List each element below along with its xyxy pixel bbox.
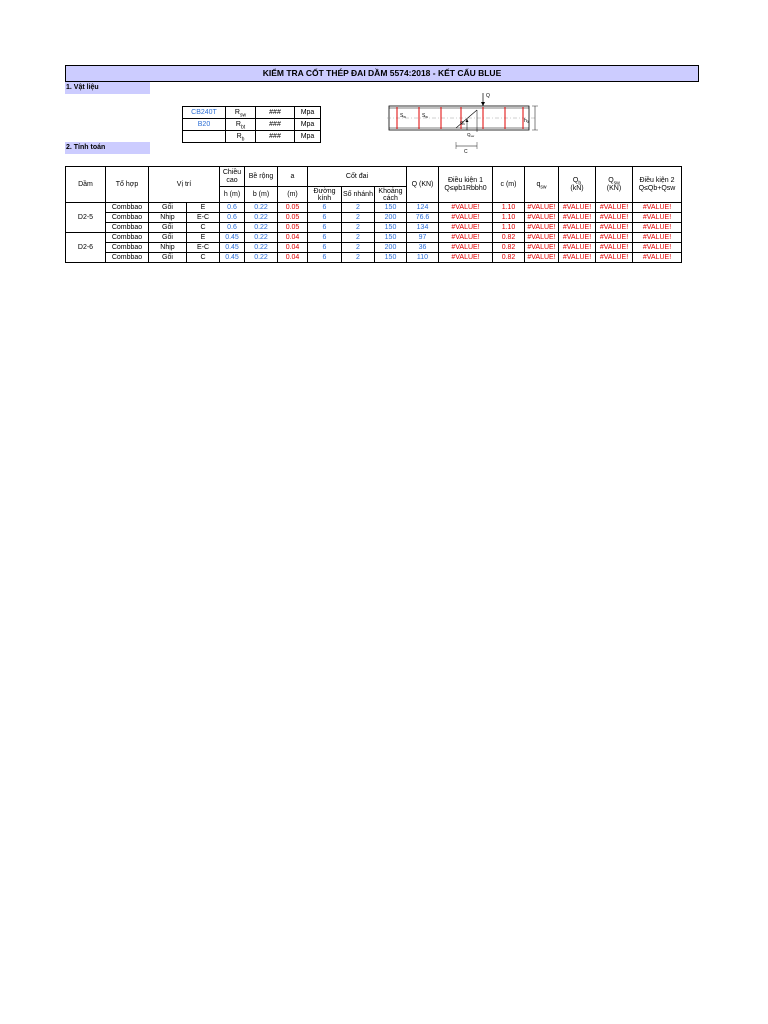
cell-a: 0.05	[278, 213, 308, 223]
cell-q: 124	[407, 203, 439, 213]
materials-table	[182, 106, 321, 143]
sheet-title: KIỂM TRA CỐT THÉP ĐAI DẦM 5574:2018 - KẾT CẤU BLUE	[65, 65, 699, 82]
header-be-rong: Bề rộng	[245, 167, 278, 187]
cell-qsw: #VALUE!	[525, 243, 559, 253]
beam-stirrup-diagram	[387, 88, 543, 160]
cell-dk2: #VALUE!	[633, 253, 682, 263]
material-unit: Mpa	[295, 107, 321, 119]
cell-b: 0.22	[245, 253, 278, 263]
cell-c: 1.10	[493, 213, 525, 223]
cell-b: 0.22	[245, 223, 278, 233]
cell-dk1: #VALUE!	[439, 203, 493, 213]
cell-h: 0.6	[220, 213, 245, 223]
cell-b: 0.22	[245, 213, 278, 223]
cell-qsw2: #VALUE!	[596, 233, 633, 243]
cell-q: 76.6	[407, 213, 439, 223]
diagram-sw2-label: $S_w$	[422, 113, 428, 119]
cell-dk2: #VALUE!	[633, 243, 682, 253]
cell-qsw2: #VALUE!	[596, 223, 633, 233]
cell-s: 150	[375, 223, 407, 233]
cell-s: 200	[375, 213, 407, 223]
cell-q: 97	[407, 233, 439, 243]
header-qsw: $Q_{sw}$ (KN)	[596, 167, 633, 203]
table-row	[66, 223, 682, 233]
cell-h: 0.45	[220, 243, 245, 253]
header-vi-tri: Vị trí	[149, 167, 220, 203]
table-row	[66, 243, 682, 253]
cell-loc: C	[187, 253, 220, 263]
header-a: a	[278, 167, 308, 187]
cell-pos: Nhịp	[149, 243, 187, 253]
header-c: c (m)	[493, 167, 525, 203]
material-name: B20	[183, 119, 226, 131]
cell-qsw2: #VALUE!	[596, 253, 633, 263]
header-h-m: h (m)	[220, 187, 245, 203]
cell-n: 2	[342, 223, 375, 233]
material-value: ###	[256, 107, 295, 119]
table-row	[66, 203, 682, 213]
cell-combo: Combbao	[106, 213, 149, 223]
cell-s: 200	[375, 243, 407, 253]
diagram-h0-label: $h_0$	[524, 118, 529, 124]
cell-pos: Gối	[149, 253, 187, 263]
beam-name: D2-6	[66, 233, 106, 263]
cell-pos: Nhịp	[149, 213, 187, 223]
diagram-c-label: C	[464, 149, 468, 155]
header-b-m: b (m)	[245, 187, 278, 203]
cell-dk2: #VALUE!	[633, 223, 682, 233]
cell-q: 110	[407, 253, 439, 263]
cell-b: 0.22	[245, 243, 278, 253]
cell-loc: E	[187, 203, 220, 213]
cell-h: 0.45	[220, 253, 245, 263]
cell-a: 0.04	[278, 243, 308, 253]
cell-pos: Gối	[149, 203, 187, 213]
header-khoang-cach: Khoảng cách	[375, 187, 407, 203]
cell-q: 36	[407, 243, 439, 253]
material-symbol: $R_{sw}$	[226, 107, 256, 119]
cell-c: 0.82	[493, 253, 525, 263]
table-row	[66, 233, 682, 243]
cell-h: 0.6	[220, 223, 245, 233]
cell-qb: #VALUE!	[559, 253, 596, 263]
header-qb: $Q_b$ (kN)	[559, 167, 596, 203]
cell-s: 150	[375, 253, 407, 263]
cell-n: 2	[342, 233, 375, 243]
header-dk1-formula: Q≤φb1Rbbh0	[444, 184, 487, 192]
cell-b: 0.22	[245, 233, 278, 243]
cell-qsw: #VALUE!	[525, 223, 559, 233]
section-calculation: 2. Tính toán	[65, 142, 150, 154]
cell-dk1: #VALUE!	[439, 233, 493, 243]
cell-n: 2	[342, 243, 375, 253]
diagram-qsw-label: $Q_{sw}$	[467, 132, 475, 138]
cell-dk2: #VALUE!	[633, 233, 682, 243]
cell-d: 6	[308, 213, 342, 223]
material-unit: Mpa	[295, 131, 321, 143]
diagram-qb-label: $Q_b$	[460, 120, 466, 126]
cell-c: 0.82	[493, 233, 525, 243]
cell-qsw: #VALUE!	[525, 203, 559, 213]
cell-d: 6	[308, 203, 342, 213]
cell-n: 2	[342, 253, 375, 263]
cell-a: 0.04	[278, 253, 308, 263]
cell-qsw2: #VALUE!	[596, 203, 633, 213]
cell-qb: #VALUE!	[559, 233, 596, 243]
header-so-nhanh: Số nhánh	[342, 187, 375, 203]
table-row	[66, 253, 682, 263]
beam-name: D2-5	[66, 203, 106, 233]
header-a-m: (m)	[278, 187, 308, 203]
cell-combo: Combbao	[106, 223, 149, 233]
cell-qsw: #VALUE!	[525, 233, 559, 243]
cell-a: 0.05	[278, 223, 308, 233]
material-value: ###	[256, 131, 295, 143]
material-symbol: $R_{bt}$	[226, 119, 256, 131]
cell-dk2: #VALUE!	[633, 203, 682, 213]
cell-dk1: #VALUE!	[439, 223, 493, 233]
material-unit: Mpa	[295, 119, 321, 131]
header-to-hop: Tổ hợp	[106, 167, 149, 203]
cell-pos: Gối	[149, 223, 187, 233]
cell-loc: E-C	[187, 213, 220, 223]
cell-qb: #VALUE!	[559, 203, 596, 213]
cell-d: 6	[308, 253, 342, 263]
cell-dk1: #VALUE!	[439, 243, 493, 253]
material-value: ###	[256, 119, 295, 131]
cell-q: 134	[407, 223, 439, 233]
section-materials: 1. Vật liệu	[65, 82, 150, 94]
material-row	[183, 131, 321, 143]
cell-n: 2	[342, 203, 375, 213]
cell-qb: #VALUE!	[559, 223, 596, 233]
material-symbol: $R_b$	[226, 131, 256, 143]
cell-c: 1.10	[493, 203, 525, 213]
cell-a: 0.05	[278, 203, 308, 213]
cell-loc: E-C	[187, 243, 220, 253]
cell-qsw: #VALUE!	[525, 253, 559, 263]
cell-n: 2	[342, 213, 375, 223]
material-name	[183, 131, 226, 143]
cell-h: 0.6	[220, 203, 245, 213]
header-dk1: Điều kiện 1 Q≤φb1Rbbh0	[439, 167, 493, 203]
cell-qb: #VALUE!	[559, 213, 596, 223]
cell-combo: Combbao	[106, 203, 149, 213]
cell-s: 150	[375, 233, 407, 243]
cell-h: 0.45	[220, 233, 245, 243]
cell-qsw2: #VALUE!	[596, 213, 633, 223]
cell-combo: Combbao	[106, 243, 149, 253]
header-dam: Dầm	[66, 167, 106, 203]
cell-loc: E	[187, 233, 220, 243]
cell-b: 0.22	[245, 203, 278, 213]
cell-dk1: #VALUE!	[439, 213, 493, 223]
header-duong-kinh: Đường kính	[308, 187, 342, 203]
calculation-table	[65, 166, 682, 263]
cell-qb: #VALUE!	[559, 243, 596, 253]
table-row	[66, 213, 682, 223]
cell-pos: Gối	[149, 233, 187, 243]
cell-d: 6	[308, 223, 342, 233]
cell-combo: Combbao	[106, 253, 149, 263]
material-name: CB240T	[183, 107, 226, 119]
diagram-q-label: Q	[486, 93, 490, 99]
header-cot-dai: Cốt đai	[308, 167, 407, 187]
diagram-sw1-label: $S_w$	[400, 113, 406, 119]
material-row	[183, 107, 321, 119]
cell-c: 0.82	[493, 243, 525, 253]
cell-qsw: #VALUE!	[525, 213, 559, 223]
header-dk2-formula: Q≤Qb+Qsw	[638, 184, 676, 192]
cell-d: 6	[308, 233, 342, 243]
material-row	[183, 119, 321, 131]
cell-dk1: #VALUE!	[439, 253, 493, 263]
header-dk2: Điều kiện 2 Q≤Qb+Qsw	[633, 167, 682, 203]
cell-c: 1.10	[493, 223, 525, 233]
cell-s: 150	[375, 203, 407, 213]
header-qsw-small: $q_{sw}$	[525, 167, 559, 203]
cell-dk2: #VALUE!	[633, 213, 682, 223]
header-chieu-cao: Chiều cao	[220, 167, 245, 187]
cell-a: 0.04	[278, 233, 308, 243]
cell-d: 6	[308, 243, 342, 253]
header-q: Q (KN)	[407, 167, 439, 203]
cell-combo: Combbao	[106, 233, 149, 243]
cell-qsw2: #VALUE!	[596, 243, 633, 253]
cell-loc: C	[187, 223, 220, 233]
